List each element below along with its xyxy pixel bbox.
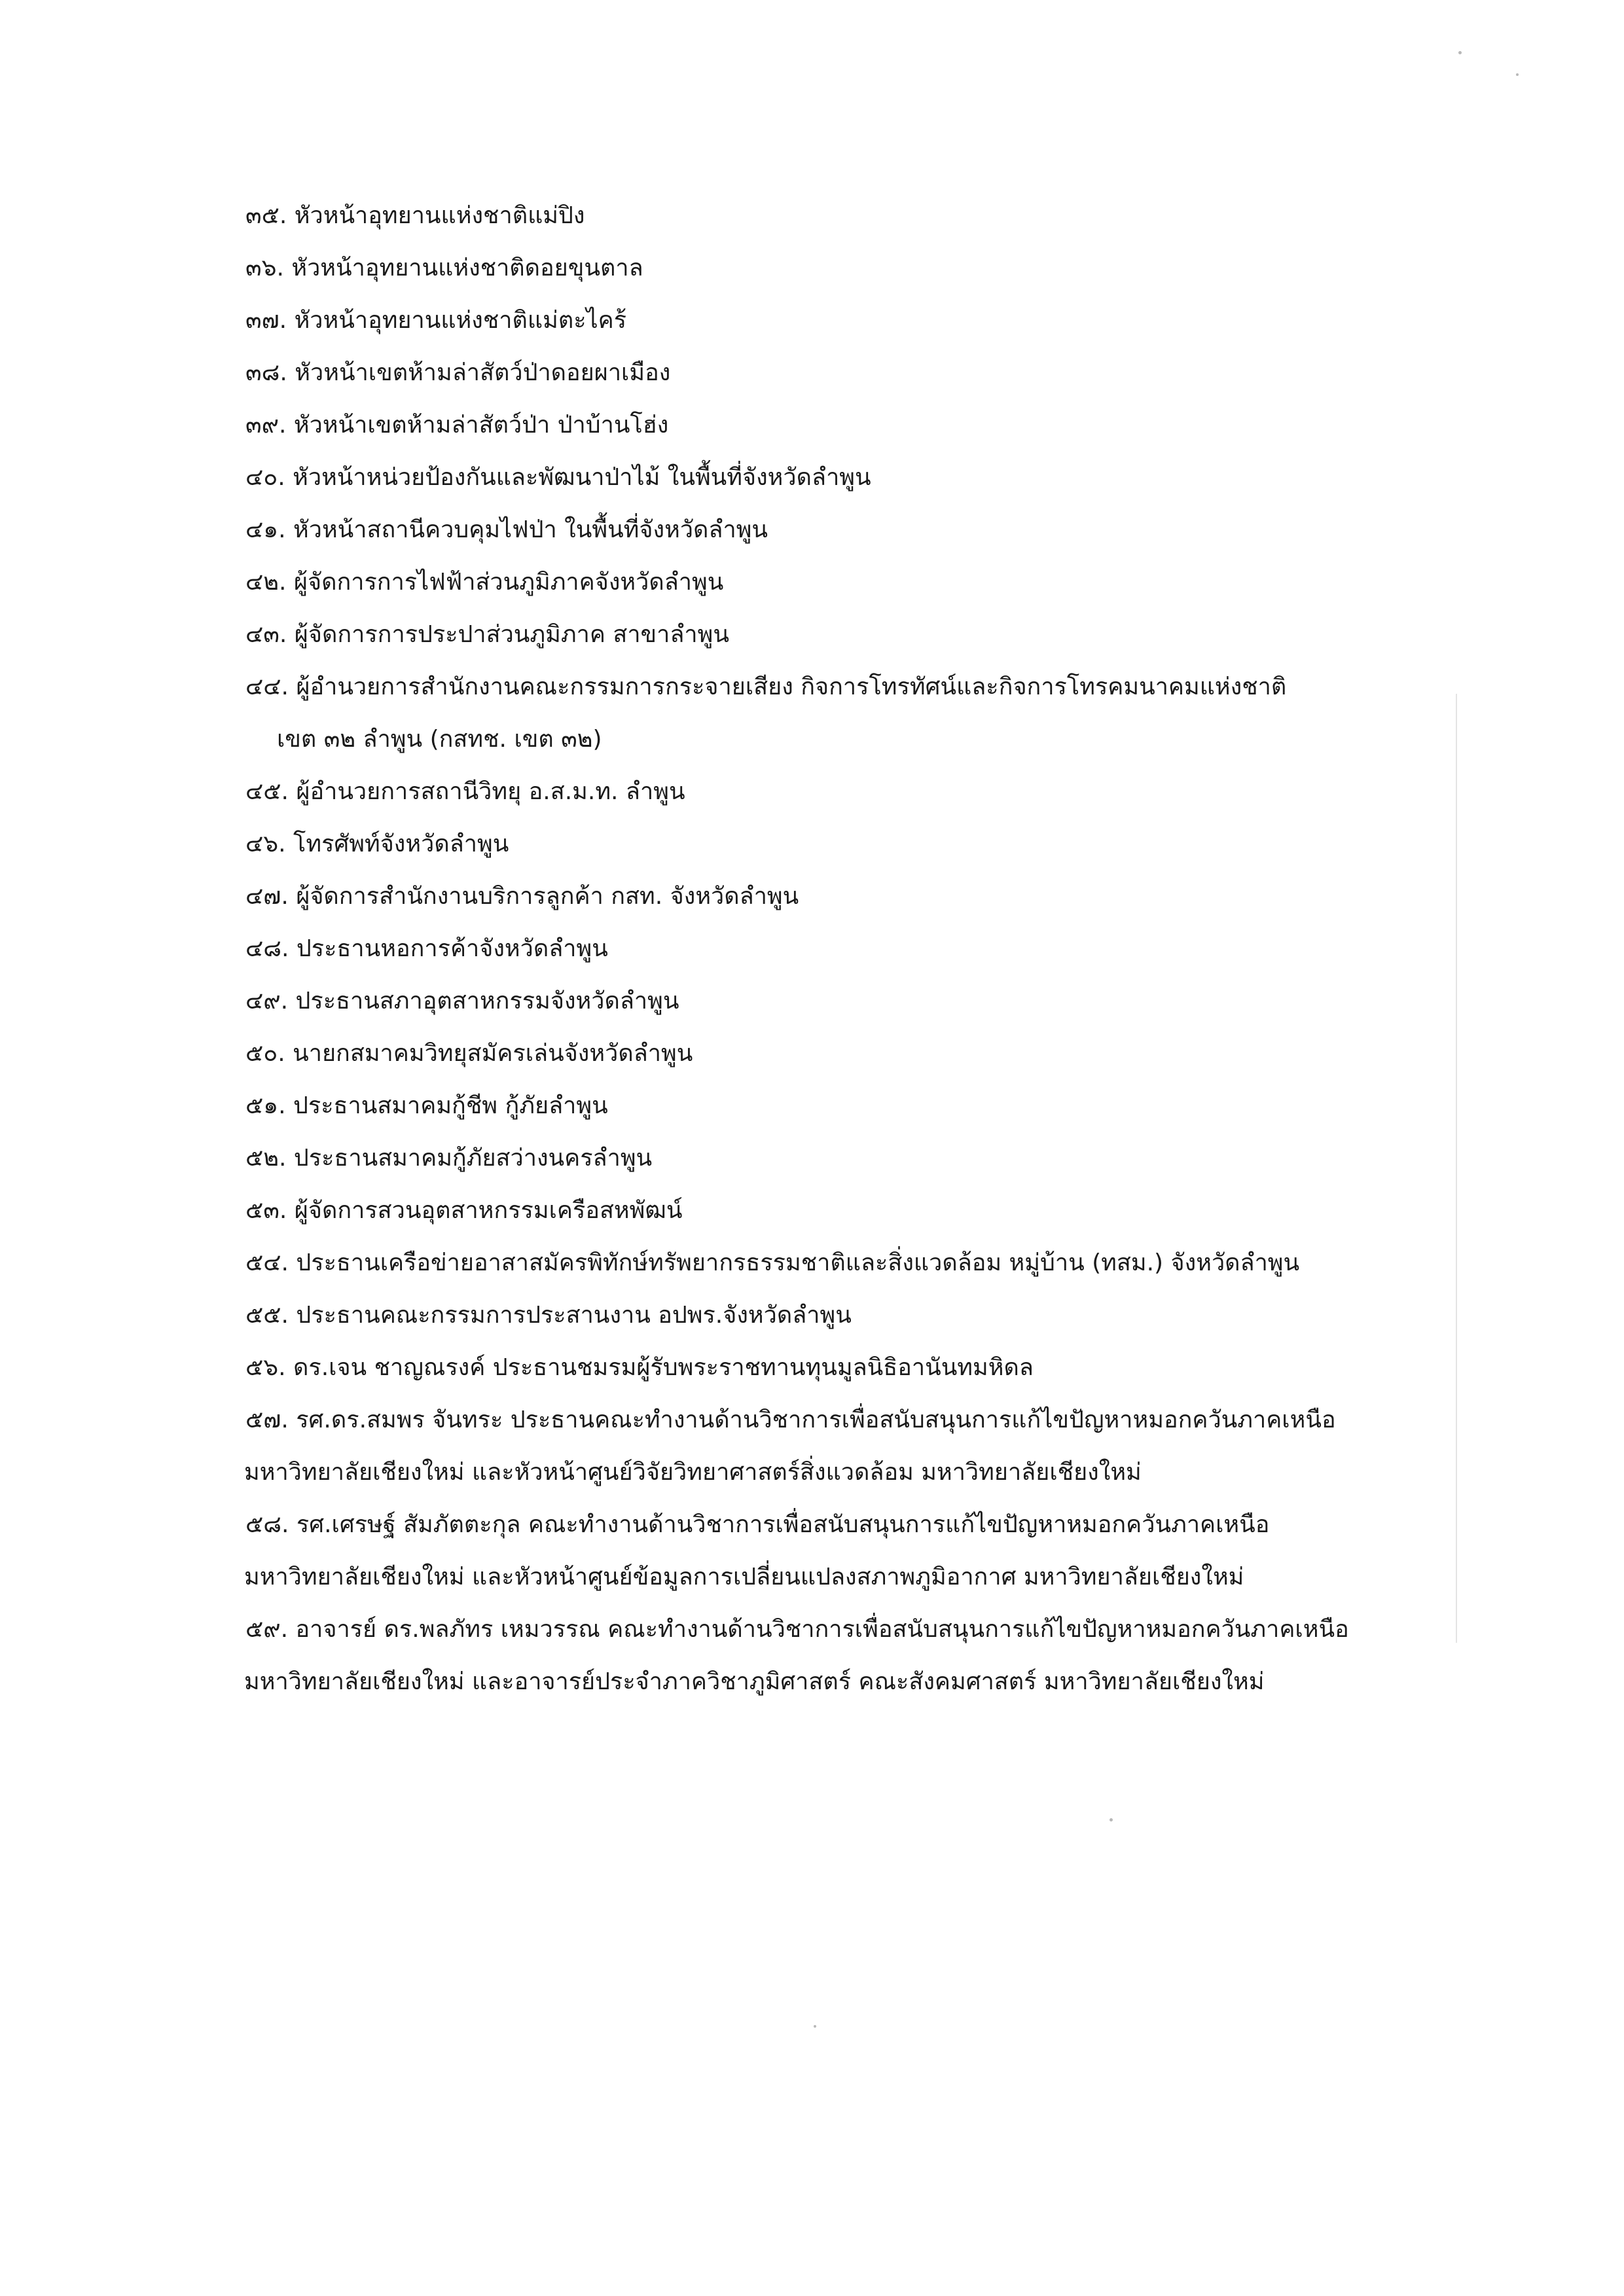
item-number: ๔๑.: [245, 516, 286, 543]
item-text: อาจารย์ ดร.พลภัทร เหมวรรณ คณะทำงานด้านวิชาการเพื่อสนับสนุนการแก้ไขปัญหาหมอกควันภาคเหนือ: [295, 1616, 1349, 1643]
item-number: ๕๔.: [245, 1249, 289, 1276]
list-item: [245, 347, 1483, 399]
item-text: ผู้จัดการสวนอุตสาหกรรมเครือสหพัฒน์: [294, 1197, 683, 1224]
list-item: [245, 661, 1483, 766]
item-number: ๔๓.: [245, 621, 287, 648]
item-text: ผู้จัดการสำนักงานบริการลูกค้า กสท. จังหวัดลำพูน: [296, 883, 799, 910]
item-text: ประธานหอการค้าจังหวัดลำพูน: [296, 935, 608, 962]
item-number: ๔๖.: [245, 831, 286, 857]
item-text: รศ.ดร.สมพร จันทระ ประธานคณะทำงานด้านวิชาการเพื่อสนับสนุนการแก้ไขปัญหาหมอกควันภาคเหนือ: [296, 1407, 1336, 1433]
item-text: ประธานเครือข่ายอาสาสมัครพิทักษ์ทรัพยากรธรรมชาติและสิ่งแวดล้อม หมู่บ้าน (ทสม.) จังหวัดลำพูน: [296, 1249, 1300, 1276]
item-number: ๕๖.: [245, 1354, 286, 1381]
scan-speck: [814, 2025, 816, 2028]
list-item: [245, 1604, 1483, 1708]
list-item: [245, 504, 1483, 556]
list-item: [245, 1342, 1483, 1394]
item-text: ประธานสภาอุตสาหกรรมจังหวัดลำพูน: [295, 988, 679, 1014]
item-text: หัวหน้าอุทยานแห่งชาติดอยขุนตาล: [291, 255, 643, 281]
item-text: หัวหน้าสถานีควบคุมไฟป่า ในพื้นที่จังหวัดลำพูน: [293, 516, 768, 543]
item-text-continued: มหาวิทยาลัยเชียงใหม่ และหัวหน้าศูนย์ข้อมูลการเปลี่ยนแปลงสภาพภูมิอากาศ มหาวิทยาลัยเชียงใหม่: [244, 1564, 1244, 1590]
item-text: หัวหน้าเขตห้ามล่าสัตว์ป่า ป่าบ้านโฮ่ง: [293, 412, 669, 439]
item-text: ผู้อำนวยการสำนักงานคณะกรรมการกระจายเสียง กิจการโทรทัศน์และกิจการโทรคมนาคมแห่งชาติ: [296, 673, 1287, 700]
item-text: ผู้อำนวยการสถานีวิทยุ อ.ส.ม.ท. ลำพูน: [296, 778, 685, 805]
item-number: ๕๙.: [245, 1616, 289, 1643]
item-number: ๕๗.: [245, 1407, 289, 1433]
item-number: ๔๐.: [245, 464, 285, 491]
list-item: [245, 923, 1483, 975]
item-number: ๕๒.: [245, 1145, 287, 1172]
list-item: [245, 1289, 1483, 1342]
item-text-continued: มหาวิทยาลัยเชียงใหม่ และอาจารย์ประจำภาควิชาภูมิศาสตร์ คณะสังคมศาสตร์ มหาวิทยาลัยเชียงใหม่: [244, 1668, 1265, 1695]
scan-speck: [1458, 51, 1462, 54]
list-item: [245, 609, 1483, 661]
item-number: ๔๗.: [245, 883, 289, 910]
list-item: [245, 818, 1483, 870]
recipient-list: [245, 190, 1483, 1708]
list-item: [245, 766, 1483, 818]
list-item: [245, 452, 1483, 504]
list-item: [245, 242, 1483, 295]
item-text: โทรศัพท์จังหวัดลำพูน: [293, 831, 509, 857]
list-item: [245, 870, 1483, 923]
scan-speck: [1516, 73, 1519, 76]
item-text: ผู้จัดการการไฟฟ้าส่วนภูมิภาคจังหวัดลำพูน: [293, 569, 724, 596]
item-text: ดร.เจน ชาญณรงค์ ประธานชมรมผู้รับพระราชทานทุนมูลนิธิอานันทมหิดล: [293, 1354, 1034, 1381]
item-text: หัวหน้าอุทยานแห่งชาติแม่ตะไคร้: [294, 307, 627, 334]
list-item: [245, 295, 1483, 347]
list-item: [245, 1185, 1483, 1237]
item-text-continued: มหาวิทยาลัยเชียงใหม่ และหัวหน้าศูนย์วิจัยวิทยาศาสตร์สิ่งแวดล้อม มหาวิทยาลัยเชียงใหม่: [244, 1459, 1142, 1486]
item-text: นายกสมาคมวิทยุสมัครเล่นจังหวัดลำพูน: [293, 1040, 693, 1067]
item-number: ๔๕.: [245, 778, 289, 805]
list-item: [245, 1237, 1483, 1289]
list-item: [245, 556, 1483, 609]
item-text-continued: เขต ๓๒ ลำพูน (กสทช. เขต ๓๒): [277, 726, 602, 753]
item-text: ประธานคณะกรรมการประสานงาน อปพร.จังหวัดลำพูน: [296, 1302, 852, 1329]
item-number: ๕๐.: [245, 1040, 285, 1067]
list-item: [245, 190, 1483, 242]
item-text: หัวหน้าเขตห้ามล่าสัตว์ป่าดอยผาเมือง: [295, 359, 671, 386]
list-item: [245, 1132, 1483, 1185]
list-item: [245, 1499, 1483, 1604]
item-number: ๓๘.: [245, 359, 287, 386]
item-number: ๕๘.: [245, 1511, 289, 1538]
list-item: [245, 975, 1483, 1028]
item-text: ประธานสมาคมกู้ภัยสว่างนครลำพูน: [293, 1145, 653, 1172]
item-text: รศ.เศรษฐ์ สัมภัตตะกุล คณะทำงานด้านวิชาการเพื่อสนับสนุนการแก้ไขปัญหาหมอกควันภาคเหนือ: [296, 1511, 1270, 1538]
item-text: หัวหน้าหน่วยป้องกันและพัฒนาป่าไม้ ในพื้นที่จังหวัดลำพูน: [293, 464, 871, 491]
item-number: ๕๑.: [245, 1092, 286, 1119]
list-item: [245, 399, 1483, 452]
item-text: ผู้จัดการการประปาส่วนภูมิภาค สาขาลำพูน: [294, 621, 729, 648]
item-number: ๕๕.: [245, 1302, 289, 1329]
scan-speck: [1110, 1818, 1113, 1821]
item-number: ๔๔.: [245, 673, 289, 700]
item-number: ๓๕.: [245, 202, 287, 229]
item-number: ๓๙.: [245, 412, 287, 439]
item-number: ๔๘.: [245, 935, 289, 962]
list-item: [245, 1080, 1483, 1132]
item-number: ๔๙.: [245, 988, 289, 1014]
item-text: ประธานสมาคมกู้ชีพ กู้ภัยลำพูน: [293, 1092, 608, 1119]
item-number: ๓๗.: [245, 307, 287, 334]
item-number: ๓๖.: [245, 255, 284, 281]
list-item: [245, 1028, 1483, 1080]
item-text: หัวหน้าอุทยานแห่งชาติแม่ปิง: [294, 202, 585, 229]
item-number: ๔๒.: [245, 569, 287, 596]
item-number: ๕๓.: [245, 1197, 287, 1224]
list-item: [245, 1394, 1483, 1499]
